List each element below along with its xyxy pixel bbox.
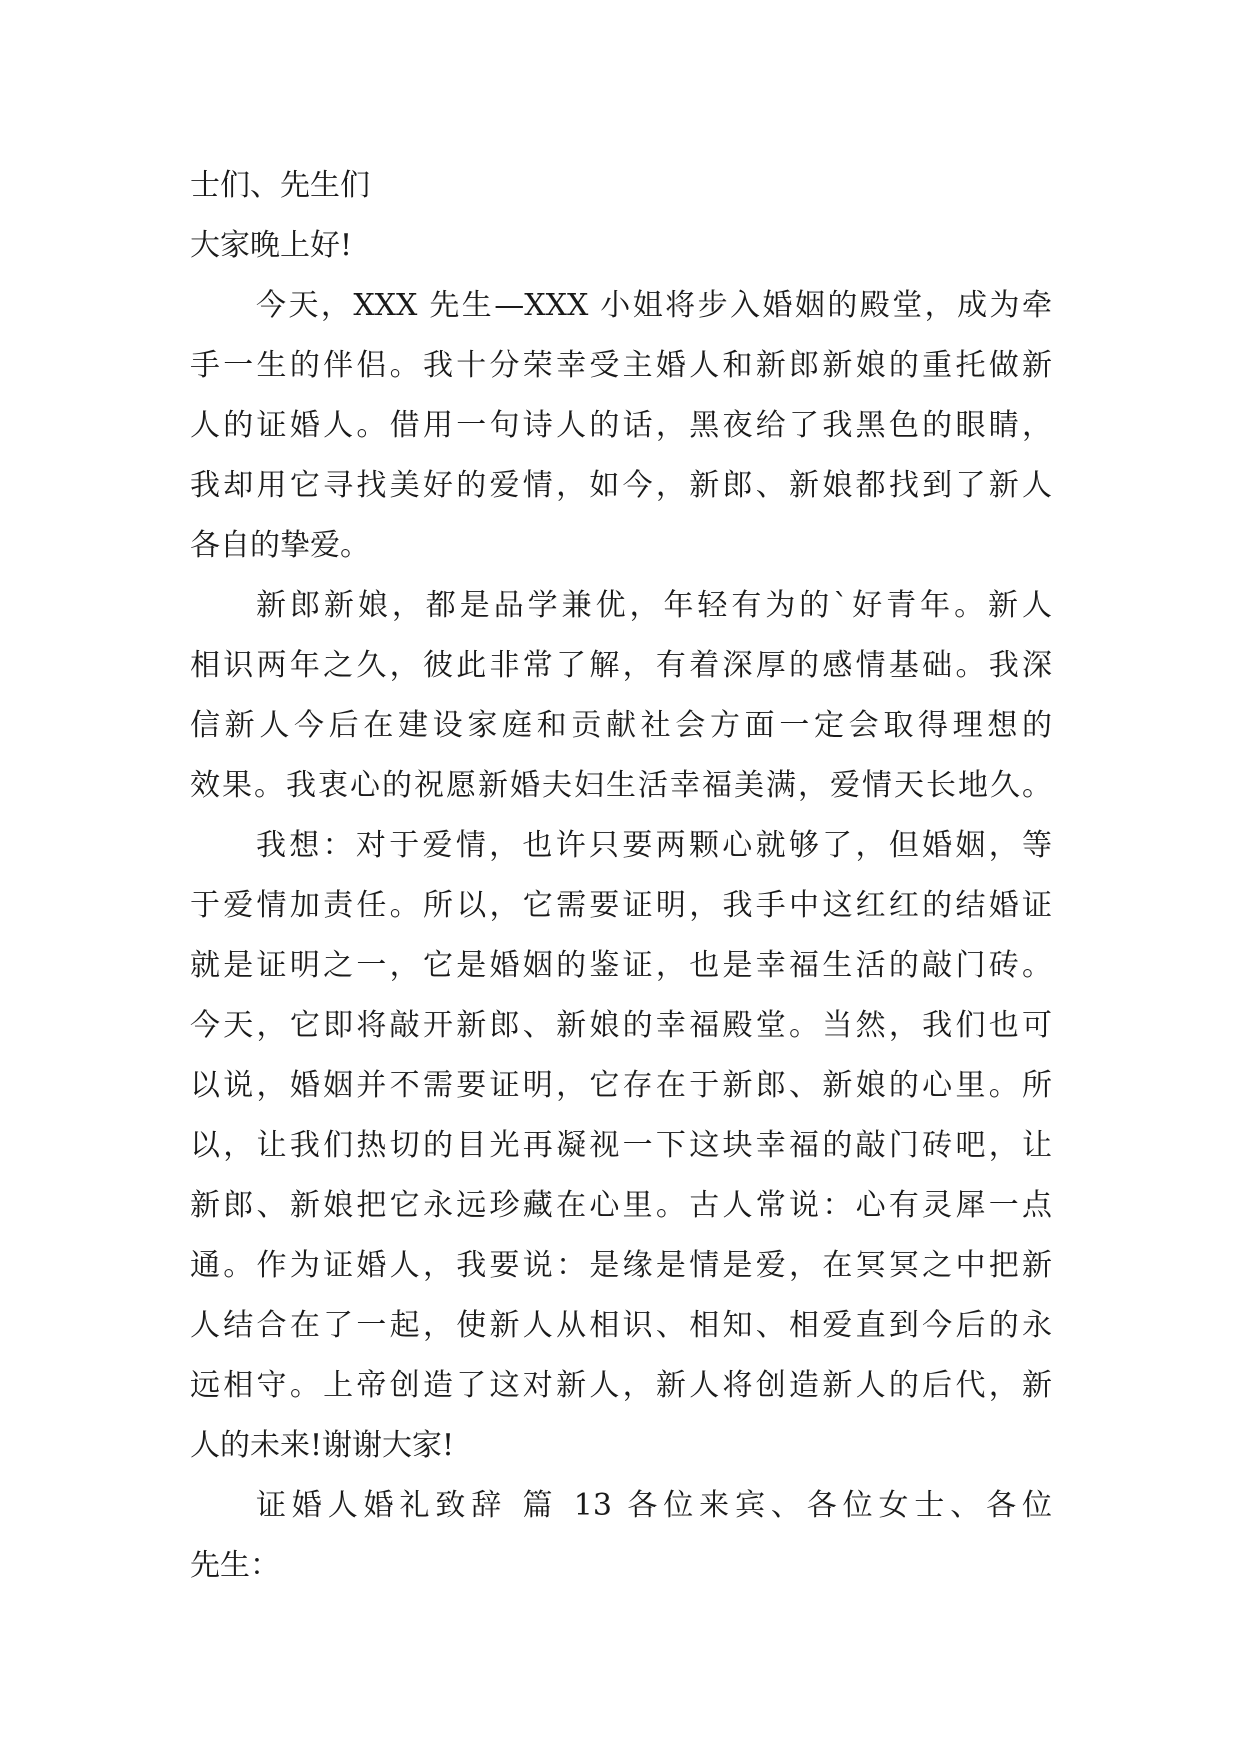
paragraph-line-end: 效果。我衷心的祝愿新婚夫妇生活幸福美满，爱情天长地久。 (190, 768, 1052, 803)
paragraph-line: 相识两年之久，彼此非常了解，有着深厚的感情基础。我深 (190, 648, 1052, 683)
salutation-line: 先生： (190, 1548, 280, 1583)
paragraph-line: 就是证明之一，它是婚姻的鉴证，也是幸福生活的敲门砖。 (190, 948, 1052, 983)
paragraph-line-start: 今天，XXX 先生—XXX 小姐将步入婚姻的殿堂，成为牵 (256, 288, 1052, 323)
text-line-1: 士们、先生们 (190, 168, 370, 203)
paragraph-line: 我却用它寻找美好的爱情，如今，新郎、新娘都找到了新人 (190, 468, 1052, 503)
paragraph-line-end: 各自的挚爱。 (190, 528, 370, 563)
paragraph-line: 人的证婚人。借用一句诗人的话，黑夜给了我黑色的眼睛， (190, 408, 1052, 443)
document-body (190, 156, 1052, 1596)
paragraph-line: 手一生的伴侣。我十分荣幸受主婚人和新郎新娘的重托做新 (190, 348, 1052, 383)
paragraph-line: 远相守。上帝创造了这对新人，新人将创造新人的后代，新 (190, 1368, 1052, 1403)
paragraph-line: 人结合在了一起，使新人从相识、相知、相爱直到今后的永 (190, 1308, 1052, 1343)
paragraph-line-start: 我想：对于爱情，也许只要两颗心就够了，但婚姻，等 (256, 828, 1052, 863)
paragraph-line: 新郎、新娘把它永远珍藏在心里。古人常说：心有灵犀一点 (190, 1188, 1052, 1223)
paragraph-line: 以，让我们热切的目光再凝视一下这块幸福的敲门砖吧，让 (190, 1128, 1052, 1163)
paragraph-line: 信新人今后在建设家庭和贡献社会方面一定会取得理想的 (190, 708, 1052, 743)
paragraph-line-end: 人的未来!谢谢大家! (190, 1428, 455, 1463)
text-line-2: 大家晚上好! (190, 228, 353, 263)
paragraph-line: 通。作为证婚人，我要说：是缘是情是爱，在冥冥之中把新 (190, 1248, 1052, 1283)
section-heading-line: 证婚人婚礼致辞 篇 13 各位来宾、各位女士、各位 (256, 1488, 1052, 1523)
paragraph-line: 于爱情加责任。所以，它需要证明，我手中这红红的结婚证 (190, 888, 1052, 923)
paragraph-line-start: 新郎新娘，都是品学兼优，年轻有为的`好青年。新人 (256, 588, 1052, 623)
paragraph-line: 今天，它即将敲开新郎、新娘的幸福殿堂。当然，我们也可 (190, 1008, 1052, 1043)
paragraph-line: 以说，婚姻并不需要证明，它存在于新郎、新娘的心里。所 (190, 1068, 1052, 1103)
